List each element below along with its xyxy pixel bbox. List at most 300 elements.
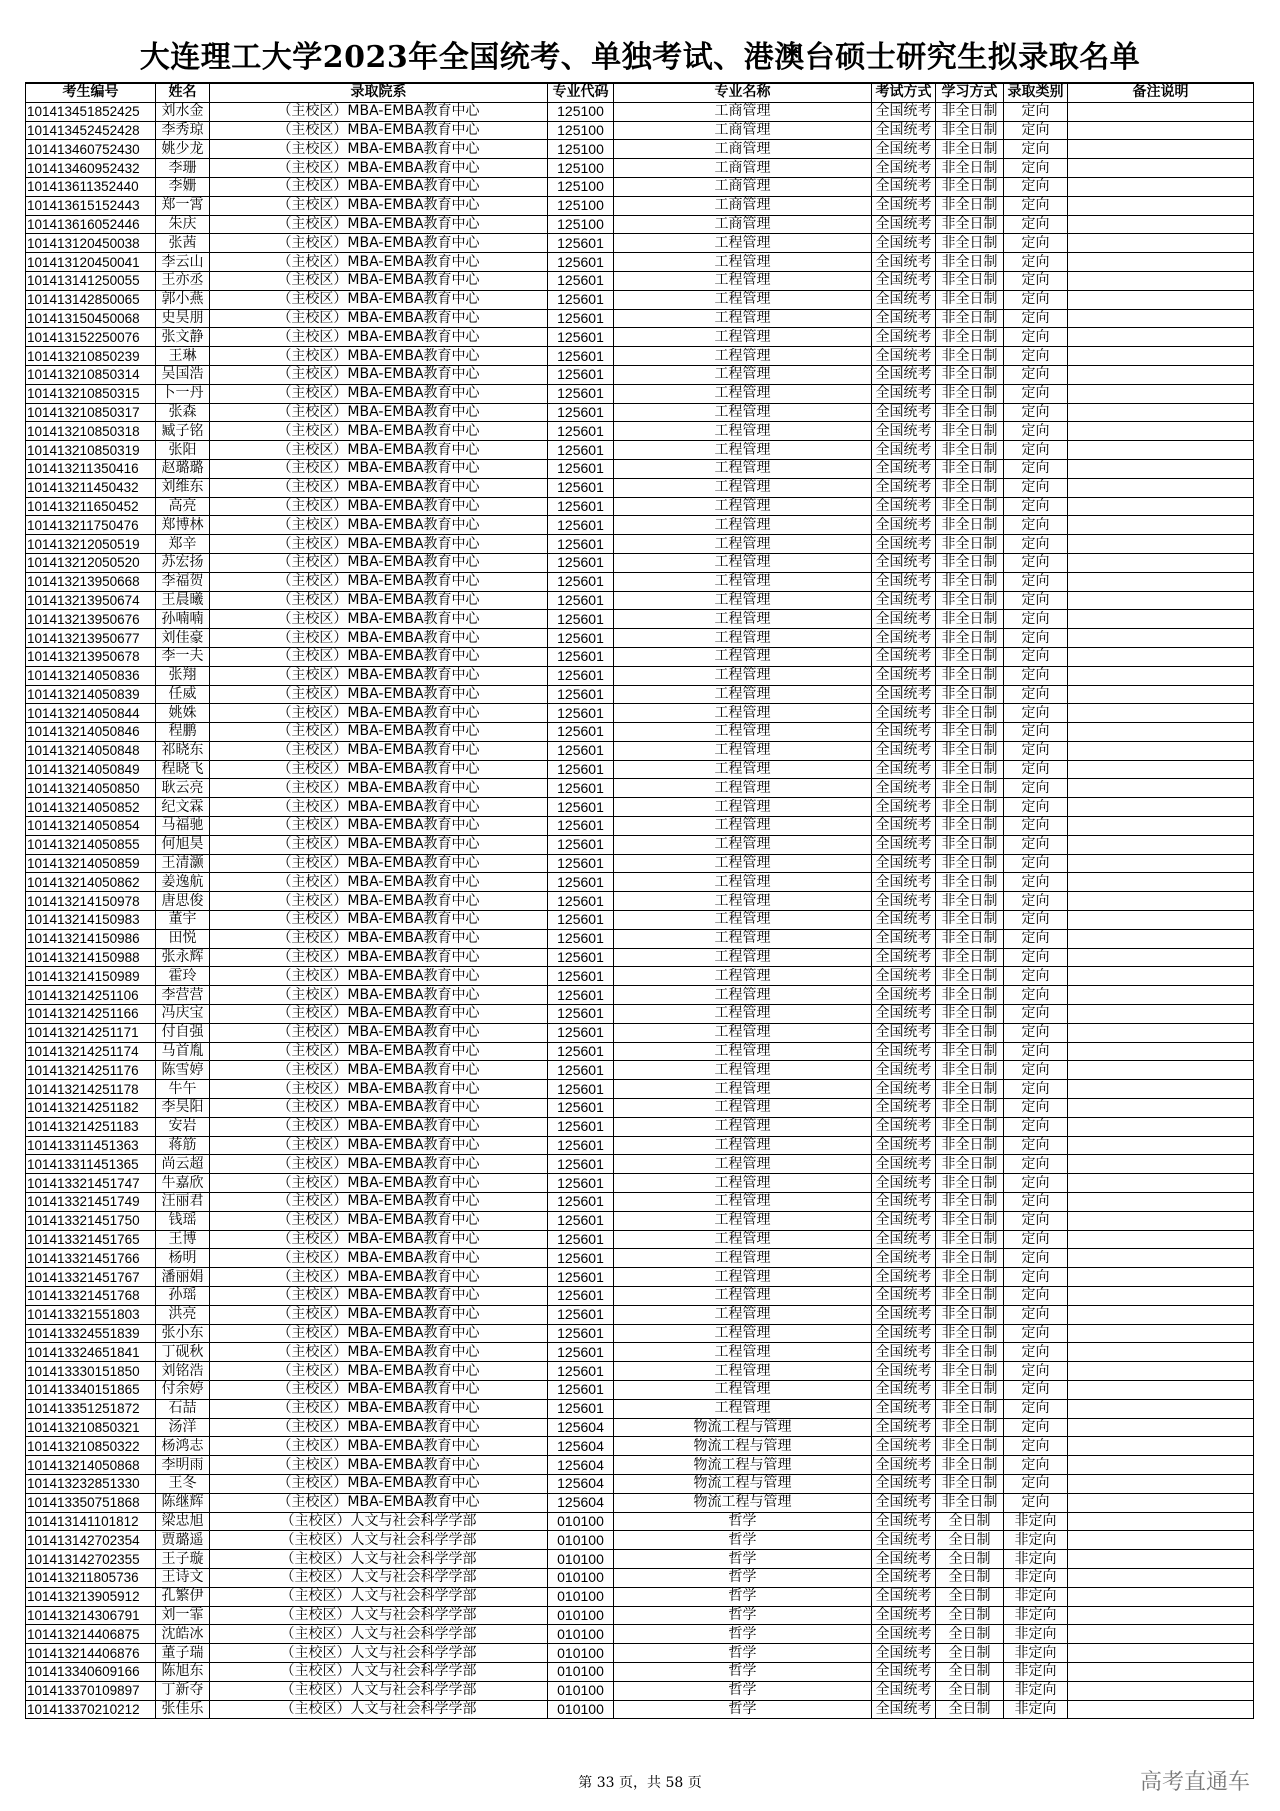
cell-department: （主校区）MBA-EMBA教育中心 <box>210 177 548 196</box>
cell-exam-id: 101413214050868 <box>26 1456 156 1475</box>
cell-department: （主校区）MBA-EMBA教育中心 <box>210 497 548 516</box>
cell-department: （主校区）人文与社会科学学部 <box>210 1550 548 1569</box>
cell-name: 张翔 <box>156 666 210 685</box>
table-row <box>26 1211 1254 1230</box>
cell-admission-type: 非定向 <box>1004 1550 1068 1569</box>
cell-department: （主校区）MBA-EMBA教育中心 <box>210 253 548 272</box>
cell-study-mode: 非全日制 <box>936 1437 1004 1456</box>
cell-major-name: 工程管理 <box>614 309 872 328</box>
cell-department: （主校区）MBA-EMBA教育中心 <box>210 572 548 591</box>
cell-remarks <box>1068 986 1254 1005</box>
cell-admission-type: 定向 <box>1004 1023 1068 1042</box>
cell-department: （主校区）MBA-EMBA教育中心 <box>210 1005 548 1024</box>
cell-name: 杨鸿志 <box>156 1437 210 1456</box>
cell-name: 祁晓东 <box>156 741 210 760</box>
cell-major-code: 125601 <box>548 647 614 666</box>
cell-admission-type: 定向 <box>1004 1099 1068 1118</box>
cell-major-code: 125601 <box>548 610 614 629</box>
cell-admission-type: 定向 <box>1004 1230 1068 1249</box>
cell-name: 高亮 <box>156 497 210 516</box>
cell-name: 姜逸航 <box>156 873 210 892</box>
table-row <box>26 892 1254 911</box>
cell-exam-id: 101413214050846 <box>26 723 156 742</box>
table-row <box>26 873 1254 892</box>
cell-exam-id: 101413214251171 <box>26 1023 156 1042</box>
cell-major-name: 工程管理 <box>614 478 872 497</box>
cell-exam-mode: 全国统考 <box>872 1061 936 1080</box>
table-row <box>26 234 1254 253</box>
table-row <box>26 328 1254 347</box>
cell-exam-id: 101413213905912 <box>26 1587 156 1606</box>
cell-major-code: 125601 <box>548 328 614 347</box>
cell-remarks <box>1068 666 1254 685</box>
cell-remarks <box>1068 1568 1254 1587</box>
cell-major-name: 工程管理 <box>614 1023 872 1042</box>
cell-remarks <box>1068 1174 1254 1193</box>
cell-study-mode: 非全日制 <box>936 986 1004 1005</box>
cell-admission-type: 定向 <box>1004 1380 1068 1399</box>
cell-department: （主校区）MBA-EMBA教育中心 <box>210 159 548 178</box>
cell-department: （主校区）MBA-EMBA教育中心 <box>210 384 548 403</box>
cell-study-mode: 非全日制 <box>936 253 1004 272</box>
cell-major-code: 125601 <box>548 478 614 497</box>
cell-exam-mode: 全国统考 <box>872 234 936 253</box>
cell-department: （主校区）MBA-EMBA教育中心 <box>210 591 548 610</box>
cell-major-name: 工程管理 <box>614 1061 872 1080</box>
table-row <box>26 1380 1254 1399</box>
cell-remarks <box>1068 553 1254 572</box>
table-row <box>26 1456 1254 1475</box>
cell-major-name: 工程管理 <box>614 647 872 666</box>
cell-exam-id: 101413214251183 <box>26 1117 156 1136</box>
cell-name: 董子瑞 <box>156 1644 210 1663</box>
cell-exam-mode: 全国统考 <box>872 1268 936 1287</box>
cell-study-mode: 非全日制 <box>936 516 1004 535</box>
cell-exam-mode: 全国统考 <box>872 159 936 178</box>
cell-major-name: 工程管理 <box>614 497 872 516</box>
cell-exam-id: 101413141101812 <box>26 1512 156 1531</box>
cell-name: 郑一霄 <box>156 196 210 215</box>
cell-exam-id: 101413370109897 <box>26 1681 156 1700</box>
cell-name: 付自强 <box>156 1023 210 1042</box>
cell-remarks <box>1068 854 1254 873</box>
cell-major-name: 工商管理 <box>614 159 872 178</box>
cell-department: （主校区）MBA-EMBA教育中心 <box>210 1080 548 1099</box>
cell-remarks <box>1068 1324 1254 1343</box>
cell-remarks <box>1068 1512 1254 1531</box>
cell-study-mode: 非全日制 <box>936 1080 1004 1099</box>
cell-admission-type: 定向 <box>1004 422 1068 441</box>
cell-name: 孙喃喃 <box>156 610 210 629</box>
cell-name: 孔繁伊 <box>156 1587 210 1606</box>
cell-remarks <box>1068 1606 1254 1625</box>
cell-name: 王子璇 <box>156 1550 210 1569</box>
cell-department: （主校区）人文与社会科学学部 <box>210 1568 548 1587</box>
cell-exam-id: 101413120450038 <box>26 234 156 253</box>
cell-exam-mode: 全国统考 <box>872 1324 936 1343</box>
cell-exam-id: 101413210850322 <box>26 1437 156 1456</box>
cell-study-mode: 非全日制 <box>936 1061 1004 1080</box>
cell-department: （主校区）MBA-EMBA教育中心 <box>210 516 548 535</box>
cell-admission-type: 定向 <box>1004 1343 1068 1362</box>
cell-major-name: 工程管理 <box>614 760 872 779</box>
cell-department: （主校区）MBA-EMBA教育中心 <box>210 1287 548 1306</box>
cell-major-name: 工商管理 <box>614 140 872 159</box>
table-row <box>26 516 1254 535</box>
cell-major-code: 125601 <box>548 290 614 309</box>
cell-exam-id: 101413611352440 <box>26 177 156 196</box>
table-row <box>26 1644 1254 1663</box>
cell-exam-id: 101413214050855 <box>26 835 156 854</box>
cell-remarks <box>1068 704 1254 723</box>
cell-remarks <box>1068 347 1254 366</box>
cell-admission-type: 定向 <box>1004 347 1068 366</box>
cell-admission-type: 定向 <box>1004 290 1068 309</box>
cell-name: 纪文霖 <box>156 798 210 817</box>
cell-study-mode: 非全日制 <box>936 1117 1004 1136</box>
cell-name: 朱庆 <box>156 215 210 234</box>
cell-study-mode: 非全日制 <box>936 102 1004 121</box>
cell-major-code: 125601 <box>548 948 614 967</box>
cell-major-code: 010100 <box>548 1512 614 1531</box>
cell-department: （主校区）MBA-EMBA教育中心 <box>210 1042 548 1061</box>
table-row <box>26 1625 1254 1644</box>
cell-major-name: 工程管理 <box>614 384 872 403</box>
cell-admission-type: 定向 <box>1004 1399 1068 1418</box>
cell-exam-id: 101413142850065 <box>26 290 156 309</box>
cell-department: （主校区）MBA-EMBA教育中心 <box>210 1174 548 1193</box>
cell-department: （主校区）MBA-EMBA教育中心 <box>210 1456 548 1475</box>
cell-exam-id: 101413214306791 <box>26 1606 156 1625</box>
cell-study-mode: 非全日制 <box>936 1380 1004 1399</box>
cell-exam-mode: 全国统考 <box>872 1606 936 1625</box>
cell-name: 郭小燕 <box>156 290 210 309</box>
cell-department: （主校区）MBA-EMBA教育中心 <box>210 647 548 666</box>
cell-remarks <box>1068 1211 1254 1230</box>
cell-exam-mode: 全国统考 <box>872 1080 936 1099</box>
cell-admission-type: 定向 <box>1004 835 1068 854</box>
cell-major-name: 工程管理 <box>614 422 872 441</box>
cell-admission-type: 定向 <box>1004 666 1068 685</box>
cell-study-mode: 非全日制 <box>936 1324 1004 1343</box>
table-row <box>26 497 1254 516</box>
cell-major-name: 工程管理 <box>614 948 872 967</box>
col-header-exam-mode: 考试方式 <box>872 83 936 102</box>
cell-study-mode: 非全日制 <box>936 1399 1004 1418</box>
cell-major-name: 工商管理 <box>614 177 872 196</box>
cell-remarks <box>1068 1362 1254 1381</box>
cell-department: （主校区）MBA-EMBA教育中心 <box>210 1324 548 1343</box>
cell-remarks <box>1068 1136 1254 1155</box>
cell-exam-mode: 全国统考 <box>872 365 936 384</box>
cell-exam-mode: 全国统考 <box>872 328 936 347</box>
cell-major-name: 工程管理 <box>614 365 872 384</box>
cell-admission-type: 定向 <box>1004 1174 1068 1193</box>
cell-major-code: 125601 <box>548 271 614 290</box>
cell-exam-mode: 全国统考 <box>872 1211 936 1230</box>
cell-department: （主校区）MBA-EMBA教育中心 <box>210 441 548 460</box>
cell-exam-mode: 全国统考 <box>872 1644 936 1663</box>
cell-major-code: 010100 <box>548 1606 614 1625</box>
table-row <box>26 271 1254 290</box>
cell-exam-id: 101413211450432 <box>26 478 156 497</box>
table-row <box>26 535 1254 554</box>
cell-admission-type: 定向 <box>1004 140 1068 159</box>
cell-major-code: 125601 <box>548 760 614 779</box>
cell-exam-mode: 全国统考 <box>872 1681 936 1700</box>
cell-exam-mode: 全国统考 <box>872 535 936 554</box>
cell-exam-mode: 全国统考 <box>872 140 936 159</box>
cell-major-name: 哲学 <box>614 1531 872 1550</box>
cell-department: （主校区）MBA-EMBA教育中心 <box>210 629 548 648</box>
cell-exam-id: 101413214150986 <box>26 929 156 948</box>
page-number: 第 33 页，共 58 页 <box>578 1775 702 1791</box>
cell-name: 丁新夺 <box>156 1681 210 1700</box>
cell-admission-type: 定向 <box>1004 1061 1068 1080</box>
cell-study-mode: 非全日制 <box>936 1474 1004 1493</box>
cell-name: 汪丽君 <box>156 1193 210 1212</box>
cell-study-mode: 全日制 <box>936 1606 1004 1625</box>
cell-remarks <box>1068 1061 1254 1080</box>
cell-study-mode: 非全日制 <box>936 159 1004 178</box>
cell-department: （主校区）MBA-EMBA教育中心 <box>210 1305 548 1324</box>
table-row <box>26 911 1254 930</box>
cell-remarks <box>1068 1644 1254 1663</box>
cell-name: 王诗文 <box>156 1568 210 1587</box>
cell-exam-id: 101413214150989 <box>26 967 156 986</box>
cell-major-code: 125601 <box>548 1343 614 1362</box>
cell-major-code: 125601 <box>548 1399 614 1418</box>
cell-remarks <box>1068 102 1254 121</box>
cell-department: （主校区）MBA-EMBA教育中心 <box>210 817 548 836</box>
cell-major-code: 010100 <box>548 1625 614 1644</box>
cell-study-mode: 非全日制 <box>936 1230 1004 1249</box>
table-row <box>26 967 1254 986</box>
cell-exam-mode: 全国统考 <box>872 685 936 704</box>
cell-remarks <box>1068 1493 1254 1512</box>
table-row <box>26 760 1254 779</box>
cell-admission-type: 非定向 <box>1004 1606 1068 1625</box>
cell-study-mode: 非全日制 <box>936 177 1004 196</box>
cell-admission-type: 定向 <box>1004 986 1068 1005</box>
cell-name: 陈继辉 <box>156 1493 210 1512</box>
cell-study-mode: 非全日制 <box>936 290 1004 309</box>
cell-admission-type: 定向 <box>1004 1418 1068 1437</box>
cell-major-code: 125601 <box>548 629 614 648</box>
cell-study-mode: 全日制 <box>936 1700 1004 1719</box>
cell-major-name: 工程管理 <box>614 854 872 873</box>
cell-major-code: 125601 <box>548 234 614 253</box>
cell-study-mode: 非全日制 <box>936 798 1004 817</box>
cell-study-mode: 非全日制 <box>936 760 1004 779</box>
table-row <box>26 986 1254 1005</box>
cell-name: 梁忠旭 <box>156 1512 210 1531</box>
cell-study-mode: 非全日制 <box>936 1099 1004 1118</box>
table-row <box>26 1023 1254 1042</box>
cell-remarks <box>1068 572 1254 591</box>
cell-major-name: 工程管理 <box>614 441 872 460</box>
cell-exam-id: 101413340609166 <box>26 1662 156 1681</box>
cell-department: （主校区）MBA-EMBA教育中心 <box>210 1418 548 1437</box>
cell-major-code: 125601 <box>548 1193 614 1212</box>
cell-remarks <box>1068 290 1254 309</box>
cell-admission-type: 定向 <box>1004 1193 1068 1212</box>
cell-name: 李秀琼 <box>156 121 210 140</box>
cell-name: 程鹏 <box>156 723 210 742</box>
cell-remarks <box>1068 1399 1254 1418</box>
cell-study-mode: 非全日制 <box>936 347 1004 366</box>
cell-study-mode: 非全日制 <box>936 967 1004 986</box>
cell-department: （主校区）人文与社会科学学部 <box>210 1512 548 1531</box>
cell-department: （主校区）MBA-EMBA教育中心 <box>210 328 548 347</box>
cell-name: 李昊阳 <box>156 1099 210 1118</box>
cell-admission-type: 定向 <box>1004 215 1068 234</box>
cell-study-mode: 非全日制 <box>936 741 1004 760</box>
cell-exam-mode: 全国统考 <box>872 835 936 854</box>
cell-name: 王琳 <box>156 347 210 366</box>
cell-major-code: 125601 <box>548 854 614 873</box>
cell-remarks <box>1068 497 1254 516</box>
cell-major-code: 125100 <box>548 102 614 121</box>
cell-exam-id: 101413321451765 <box>26 1230 156 1249</box>
cell-exam-mode: 全国统考 <box>872 1625 936 1644</box>
cell-major-name: 工程管理 <box>614 1268 872 1287</box>
cell-name: 李福贺 <box>156 572 210 591</box>
cell-exam-id: 101413321451750 <box>26 1211 156 1230</box>
table-row <box>26 140 1254 159</box>
cell-remarks <box>1068 121 1254 140</box>
cell-exam-mode: 全国统考 <box>872 459 936 478</box>
cell-exam-id: 101413214251174 <box>26 1042 156 1061</box>
cell-exam-id: 101413324651841 <box>26 1343 156 1362</box>
cell-name: 汤洋 <box>156 1418 210 1437</box>
table-row <box>26 441 1254 460</box>
cell-exam-id: 101413214251166 <box>26 1005 156 1024</box>
cell-exam-mode: 全国统考 <box>872 1099 936 1118</box>
cell-admission-type: 定向 <box>1004 704 1068 723</box>
cell-major-code: 125601 <box>548 798 614 817</box>
cell-department: （主校区）MBA-EMBA教育中心 <box>210 1399 548 1418</box>
cell-exam-id: 101413214050854 <box>26 817 156 836</box>
cell-major-code: 125601 <box>548 403 614 422</box>
cell-exam-mode: 全国统考 <box>872 1230 936 1249</box>
cell-exam-id: 101413210850321 <box>26 1418 156 1437</box>
table-row <box>26 1287 1254 1306</box>
cell-department: （主校区）MBA-EMBA教育中心 <box>210 1117 548 1136</box>
cell-name: 孙瑶 <box>156 1287 210 1306</box>
table-row <box>26 929 1254 948</box>
cell-major-name: 工程管理 <box>614 685 872 704</box>
cell-remarks <box>1068 779 1254 798</box>
cell-exam-id: 101413210850239 <box>26 347 156 366</box>
cell-study-mode: 非全日制 <box>936 365 1004 384</box>
cell-exam-id: 101413142702354 <box>26 1531 156 1550</box>
cell-major-name: 工程管理 <box>614 403 872 422</box>
cell-exam-id: 101413232851330 <box>26 1474 156 1493</box>
cell-remarks <box>1068 234 1254 253</box>
cell-department: （主校区）人文与社会科学学部 <box>210 1681 548 1700</box>
cell-study-mode: 全日制 <box>936 1625 1004 1644</box>
col-header-department: 录取院系 <box>210 83 548 102</box>
cell-major-code: 125601 <box>548 1305 614 1324</box>
cell-major-name: 工程管理 <box>614 1343 872 1362</box>
cell-department: （主校区）MBA-EMBA教育中心 <box>210 779 548 798</box>
cell-major-code: 125601 <box>548 365 614 384</box>
table-row <box>26 1474 1254 1493</box>
cell-exam-mode: 全国统考 <box>872 1155 936 1174</box>
cell-department: （主校区）MBA-EMBA教育中心 <box>210 215 548 234</box>
cell-exam-id: 101413214050852 <box>26 798 156 817</box>
cell-major-name: 哲学 <box>614 1662 872 1681</box>
cell-admission-type: 非定向 <box>1004 1681 1068 1700</box>
cell-exam-mode: 全国统考 <box>872 1437 936 1456</box>
cell-exam-id: 101413214050839 <box>26 685 156 704</box>
cell-exam-id: 101413213950677 <box>26 629 156 648</box>
table-row <box>26 835 1254 854</box>
cell-study-mode: 非全日制 <box>936 535 1004 554</box>
cell-major-name: 工程管理 <box>614 516 872 535</box>
cell-major-code: 125604 <box>548 1418 614 1437</box>
cell-study-mode: 非全日制 <box>936 234 1004 253</box>
cell-exam-mode: 全国统考 <box>872 892 936 911</box>
table-row <box>26 215 1254 234</box>
cell-exam-id: 101413351251872 <box>26 1399 156 1418</box>
cell-major-code: 125601 <box>548 1287 614 1306</box>
cell-remarks <box>1068 967 1254 986</box>
cell-exam-mode: 全国统考 <box>872 798 936 817</box>
cell-exam-id: 101413211750476 <box>26 516 156 535</box>
table-row <box>26 647 1254 666</box>
cell-remarks <box>1068 1230 1254 1249</box>
cell-major-code: 125100 <box>548 177 614 196</box>
cell-name: 李营营 <box>156 986 210 1005</box>
cell-study-mode: 全日制 <box>936 1531 1004 1550</box>
cell-department: （主校区）MBA-EMBA教育中心 <box>210 892 548 911</box>
cell-study-mode: 非全日制 <box>936 497 1004 516</box>
cell-remarks <box>1068 760 1254 779</box>
cell-admission-type: 定向 <box>1004 741 1068 760</box>
cell-major-name: 工程管理 <box>614 1155 872 1174</box>
cell-name: 王博 <box>156 1230 210 1249</box>
cell-major-code: 125601 <box>548 1230 614 1249</box>
cell-admission-type: 定向 <box>1004 1456 1068 1475</box>
cell-major-name: 物流工程与管理 <box>614 1418 872 1437</box>
cell-name: 付余婷 <box>156 1380 210 1399</box>
cell-department: （主校区）MBA-EMBA教育中心 <box>210 704 548 723</box>
cell-admission-type: 定向 <box>1004 159 1068 178</box>
table-row <box>26 422 1254 441</box>
cell-major-name: 哲学 <box>614 1550 872 1569</box>
cell-exam-id: 101413213950674 <box>26 591 156 610</box>
cell-study-mode: 非全日制 <box>936 685 1004 704</box>
cell-exam-mode: 全国统考 <box>872 1531 936 1550</box>
table-row <box>26 1399 1254 1418</box>
cell-exam-mode: 全国统考 <box>872 1174 936 1193</box>
cell-study-mode: 非全日制 <box>936 591 1004 610</box>
cell-exam-mode: 全国统考 <box>872 1023 936 1042</box>
cell-department: （主校区）MBA-EMBA教育中心 <box>210 1155 548 1174</box>
cell-study-mode: 非全日制 <box>936 121 1004 140</box>
table-row <box>26 1343 1254 1362</box>
cell-major-name: 工程管理 <box>614 986 872 1005</box>
cell-name: 李姗 <box>156 177 210 196</box>
cell-name: 牛嘉欣 <box>156 1174 210 1193</box>
cell-exam-id: 101413142702355 <box>26 1550 156 1569</box>
cell-major-name: 工程管理 <box>614 1099 872 1118</box>
table-row <box>26 685 1254 704</box>
cell-exam-id: 101413214406876 <box>26 1644 156 1663</box>
cell-remarks <box>1068 196 1254 215</box>
